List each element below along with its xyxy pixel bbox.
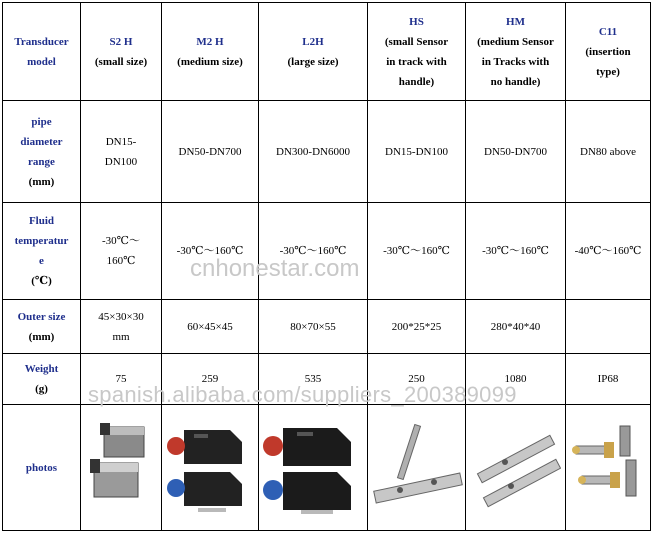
header-row [3, 3, 651, 101]
model-name: C11 [598, 25, 618, 38]
cell-value [566, 203, 651, 300]
model-hm-header [466, 3, 566, 101]
value-line: 200*25*25 [391, 320, 442, 333]
cell-value [259, 354, 368, 405]
cell-value [466, 101, 566, 203]
model-desc: in track with [386, 55, 447, 68]
model-hs-header [368, 3, 466, 101]
model-desc: no handle) [490, 75, 541, 88]
model-name: S2 H [109, 35, 133, 48]
cell-value [566, 300, 651, 354]
cell-value [566, 101, 651, 203]
hm-sensor-image [471, 420, 561, 516]
cell-value [162, 354, 259, 405]
value-line: -30℃～160℃ [279, 245, 347, 257]
fluid-temperature-row [3, 203, 651, 300]
transducer-spec-table [2, 2, 651, 531]
cell-value [368, 300, 466, 354]
model-desc: (insertion [585, 45, 631, 58]
value-line: -30℃～160℃ [383, 245, 450, 257]
watermark-url: spanish.alibaba.com/suppliers_200389099 [88, 382, 517, 407]
model-c11-header [566, 3, 651, 101]
cell-value [259, 203, 368, 300]
value-line: 259 [201, 373, 219, 385]
value-line: 45×30×30 [98, 310, 144, 323]
photos-row [3, 405, 651, 531]
label-line: temperatur [14, 235, 69, 247]
cell-value [81, 354, 162, 405]
model-name: L2H [302, 35, 324, 48]
cell-value [368, 354, 466, 405]
model-desc: (small size) [94, 55, 148, 68]
model-desc: (medium Sensor [477, 35, 554, 48]
value-line: -30℃～160℃ [176, 245, 244, 257]
row-label-photos [3, 405, 81, 531]
value-line: DN80 above [580, 145, 636, 158]
value-line: 160℃ [106, 255, 136, 267]
value-line: 80×70×55 [290, 320, 336, 333]
value-line: 535 [304, 373, 322, 385]
label-line: model [27, 55, 56, 68]
value-line: DN100 [104, 155, 138, 168]
photo-l2h [259, 405, 368, 531]
value-line: DN50-DN700 [178, 145, 242, 158]
value-line: 250 [408, 373, 425, 385]
label-line: (g) [35, 383, 48, 395]
label-line: photos [25, 461, 58, 474]
value-line: -30℃～160℃ [482, 245, 549, 257]
model-name: HM [506, 15, 525, 28]
photo-m2h [162, 405, 259, 531]
model-desc: handle) [398, 75, 435, 88]
photo-c11 [566, 405, 651, 531]
outer-size-row [3, 300, 651, 354]
photo-hm [466, 405, 566, 531]
label-line: Transducer [14, 35, 69, 48]
label-line: diameter [20, 135, 63, 148]
c11-sensor-image [568, 420, 648, 516]
model-s2h-header [81, 3, 162, 101]
label-line: (℃) [31, 275, 52, 287]
cell-value [81, 300, 162, 354]
photo-s2h [81, 405, 162, 531]
row-label-weight [3, 354, 81, 405]
model-desc: (medium size) [177, 55, 243, 68]
value-line: -40℃～160℃ [574, 245, 642, 257]
row-label-outer-size [3, 300, 81, 354]
label-line: (mm) [28, 330, 55, 343]
value-line: IP68 [597, 373, 619, 385]
row-label-transducer-model [3, 3, 81, 101]
weight-row [3, 354, 651, 405]
label-line: Fluid [28, 215, 55, 227]
cell-value [466, 203, 566, 300]
label-line: Weight [24, 363, 59, 375]
cell-value [81, 203, 162, 300]
cell-value [162, 203, 259, 300]
model-desc: (small Sensor [384, 35, 449, 48]
cell-value [566, 354, 651, 405]
photo-hs [368, 405, 466, 531]
l2h-sensor-image [261, 420, 365, 516]
model-m2h-header [162, 3, 259, 101]
cell-value [466, 300, 566, 354]
s2h-sensor-image [86, 423, 156, 513]
label-line: Outer size [17, 310, 66, 323]
value-line: 1080 [504, 373, 527, 385]
cell-value [162, 300, 259, 354]
value-line: DN300-DN6000 [276, 145, 350, 158]
cell-value [368, 101, 466, 203]
m2h-sensor-image [164, 420, 256, 516]
cell-value [466, 354, 566, 405]
row-label-fluid-temperature [3, 203, 81, 300]
cell-value [368, 203, 466, 300]
model-name: HS [409, 15, 424, 28]
watermark-domain: cnhonestar.com [190, 255, 360, 282]
label-line: (mm) [28, 175, 55, 188]
pipe-diameter-row [3, 101, 651, 203]
model-name: M2 H [196, 35, 224, 48]
model-desc: (large size) [287, 55, 339, 68]
label-line: pipe [31, 115, 52, 128]
value-line: -30℃～ [102, 235, 140, 247]
value-line: DN15-DN100 [385, 145, 448, 158]
value-line: DN50-DN700 [484, 145, 547, 158]
hs-sensor-image [370, 420, 466, 516]
cell-value [259, 300, 368, 354]
model-l2h-header [259, 3, 368, 101]
value-line: 60×45×45 [187, 320, 233, 333]
row-label-pipe-diameter [3, 101, 81, 203]
value-line: mm [112, 330, 130, 343]
model-desc: in Tracks with [481, 55, 550, 68]
model-desc: type) [596, 65, 620, 78]
value-line: 280*40*40 [490, 320, 541, 333]
value-line: DN15- [105, 135, 137, 148]
cell-value [259, 101, 368, 203]
label-line: range [28, 155, 55, 168]
cell-value [162, 101, 259, 203]
label-line: e [39, 255, 44, 267]
cell-value [81, 101, 162, 203]
value-line: 75 [115, 373, 127, 385]
